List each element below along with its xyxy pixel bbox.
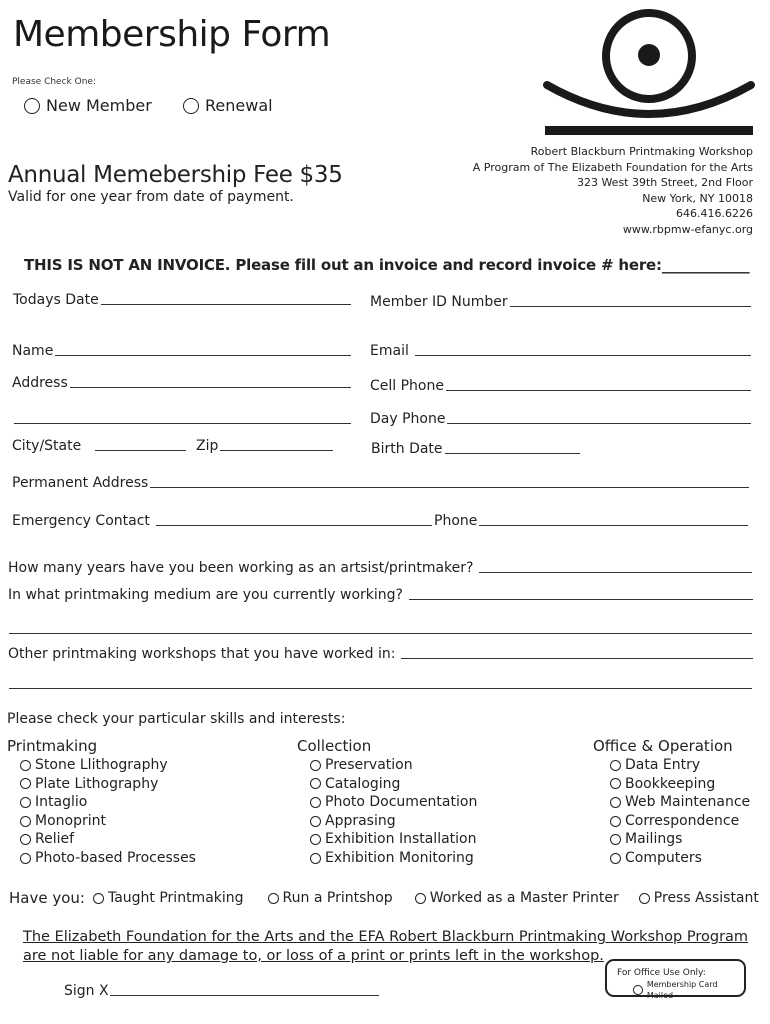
- skill-label: Cataloging: [325, 775, 401, 792]
- zip-field[interactable]: [196, 438, 333, 454]
- renewal-radio[interactable]: [183, 98, 199, 114]
- skill-option[interactable]: [310, 849, 477, 868]
- birth-date-field[interactable]: [371, 441, 580, 457]
- address-label: Address: [12, 375, 68, 391]
- renewal-option[interactable]: [183, 96, 273, 115]
- checkbox-circle-icon[interactable]: [310, 816, 321, 827]
- master-printer-option[interactable]: [415, 889, 619, 908]
- checkbox-circle-icon[interactable]: [610, 816, 621, 827]
- new-member-label: New Member: [46, 96, 152, 115]
- skill-option[interactable]: [610, 849, 750, 868]
- checkbox-circle-icon[interactable]: [20, 816, 31, 827]
- skill-option[interactable]: [310, 812, 477, 831]
- skill-label: Web Maintenance: [625, 794, 751, 811]
- skill-label: Photo Documentation: [325, 794, 478, 811]
- day-phone-field[interactable]: [370, 411, 751, 427]
- workshop-logo: [543, 5, 759, 137]
- form-title: Membership Form: [13, 14, 331, 55]
- skill-option[interactable]: [610, 775, 750, 794]
- annual-fee: Annual Memebership Fee $35: [8, 162, 343, 188]
- validity-note: Valid for one year from date of payment.: [8, 189, 294, 205]
- checkbox-circle-icon[interactable]: [610, 853, 621, 864]
- office-operation-column: [593, 737, 750, 868]
- org-name: Robert Blackburn Printmaking Workshop: [530, 145, 753, 158]
- skill-label: Plate Lithography: [35, 775, 159, 792]
- name-label: Name: [12, 343, 54, 359]
- office-use-box: [605, 959, 746, 1000]
- skill-option[interactable]: [310, 756, 477, 775]
- checkbox-circle-icon[interactable]: [610, 778, 621, 789]
- workshops-question[interactable]: [8, 646, 753, 662]
- office-operation-heading: Office & Operation: [593, 737, 733, 755]
- membership-card-label: Membership Card Mailed: [646, 980, 718, 1000]
- medium-line-2[interactable]: [9, 633, 752, 634]
- permanent-address-label: Permanent Address: [12, 475, 149, 491]
- skill-option[interactable]: [20, 793, 196, 812]
- permanent-address-field[interactable]: [12, 475, 749, 491]
- skill-option[interactable]: [20, 849, 196, 868]
- checkbox-circle-icon[interactable]: [20, 778, 31, 789]
- checkbox-circle-icon[interactable]: [310, 834, 321, 845]
- skill-label: Intaglio: [35, 794, 88, 811]
- taught-printmaking-option[interactable]: [93, 889, 244, 908]
- checkbox-circle-icon[interactable]: [610, 797, 621, 808]
- city-state-label: City/State: [12, 438, 82, 454]
- skill-option[interactable]: [610, 830, 750, 849]
- skill-option[interactable]: [20, 812, 196, 831]
- checkbox-circle-icon[interactable]: [20, 797, 31, 808]
- new-member-option[interactable]: [24, 96, 152, 115]
- address-field[interactable]: [12, 375, 351, 391]
- checkbox-circle-icon[interactable]: [310, 760, 321, 771]
- cell-phone-label: Cell Phone: [370, 378, 444, 394]
- checkbox-circle-icon[interactable]: [20, 853, 31, 864]
- skill-label: Correspondence: [625, 812, 740, 829]
- skill-label: Computers: [625, 849, 702, 866]
- org-city: New York, NY 10018: [642, 191, 753, 205]
- checkbox-circle-icon[interactable]: [310, 797, 321, 808]
- option-label: Run a Printshop: [282, 890, 393, 906]
- checkbox-circle-icon[interactable]: [20, 760, 31, 771]
- birth-date-label: Birth Date: [371, 441, 443, 457]
- zip-label: Zip: [196, 438, 219, 454]
- collection-column: [297, 737, 477, 868]
- name-field[interactable]: [12, 343, 351, 359]
- skill-label: Exhibition Monitoring: [325, 849, 474, 866]
- skills-intro: Please check your particular skills and interests:: [7, 711, 346, 727]
- emergency-phone-field[interactable]: [434, 513, 748, 529]
- checkbox-circle-icon[interactable]: [93, 893, 104, 904]
- new-member-radio[interactable]: [24, 98, 40, 114]
- org-phone: 646.416.6226: [676, 207, 753, 220]
- workshops-label: Other printmaking workshops that you have worked in:: [8, 646, 396, 662]
- signature-label: Sign X: [64, 983, 109, 999]
- emergency-contact-field[interactable]: [12, 513, 432, 529]
- checkbox-circle-icon[interactable]: [633, 985, 643, 995]
- skill-label: Apprasing: [325, 812, 396, 829]
- run-printshop-option[interactable]: [268, 889, 393, 908]
- skill-label: Preservation: [325, 757, 413, 773]
- skill-label: Bookkeeping: [625, 775, 716, 792]
- skill-option[interactable]: [20, 830, 196, 849]
- skill-label: Monoprint: [35, 812, 106, 829]
- city-state-field[interactable]: [12, 438, 186, 454]
- press-assistant-option[interactable]: [639, 889, 759, 908]
- skill-option[interactable]: [610, 812, 750, 831]
- checkbox-circle-icon[interactable]: [610, 760, 621, 771]
- org-street: 323 West 39th Street, 2nd Floor: [576, 176, 753, 189]
- option-label: Worked as a Master Printer: [429, 890, 619, 906]
- skill-label: Data Entry: [625, 757, 701, 773]
- email-label: Email: [370, 343, 409, 359]
- checkbox-circle-icon[interactable]: [415, 893, 426, 904]
- skill-option[interactable]: [20, 775, 196, 794]
- years-question[interactable]: [8, 560, 752, 576]
- office-use-label: For Office Use Only:: [617, 968, 706, 978]
- skill-label: Relief: [35, 831, 75, 848]
- skill-label: Mailings: [625, 831, 683, 848]
- checkbox-circle-icon[interactable]: [610, 834, 621, 845]
- renewal-label: Renewal: [205, 96, 273, 115]
- checkbox-circle-icon[interactable]: [639, 893, 650, 904]
- member-id-label: Member ID Number: [370, 294, 508, 310]
- address-line-2[interactable]: [14, 423, 351, 424]
- check-one-label: Please Check One:: [12, 77, 96, 87]
- have-you-label: Have you:: [9, 889, 85, 908]
- membership-card-option[interactable]: [633, 979, 744, 1001]
- email-field[interactable]: [370, 343, 751, 359]
- skill-option[interactable]: [310, 830, 477, 849]
- years-label: How many years have you been working as an artsist/printmaker?: [8, 560, 474, 576]
- member-id-field[interactable]: [370, 294, 751, 310]
- org-program: A Program of The Elizabeth Foundation for the Arts: [472, 160, 753, 174]
- todays-date-field[interactable]: [13, 292, 351, 308]
- org-web: www.rbpmw-efanyc.org: [622, 222, 753, 236]
- invoice-notice: THIS IS NOT AN INVOICE. Please fill out an invoice and record invoice # here:____________: [24, 256, 750, 274]
- checkbox-circle-icon[interactable]: [268, 893, 279, 904]
- collection-heading: Collection: [297, 737, 372, 755]
- skill-label: Exhibition Installation: [325, 831, 477, 848]
- medium-question[interactable]: [8, 587, 753, 603]
- emergency-phone-label: Phone: [434, 513, 478, 529]
- org-address: [473, 144, 753, 237]
- option-label: Press Assistant: [653, 890, 759, 906]
- cell-phone-field[interactable]: [370, 378, 751, 394]
- printmaking-heading: Printmaking: [7, 737, 98, 755]
- todays-date-label: Todays Date: [13, 292, 99, 308]
- workshops-line-2[interactable]: [9, 688, 752, 689]
- have-you-row: [9, 889, 759, 908]
- option-label: Taught Printmaking: [107, 890, 244, 906]
- signature-field[interactable]: [64, 983, 379, 999]
- checkbox-circle-icon[interactable]: [310, 778, 321, 789]
- medium-label: In what printmaking medium are you currently working?: [8, 587, 403, 603]
- skill-option[interactable]: [310, 793, 477, 812]
- emergency-contact-label: Emergency Contact: [12, 513, 150, 529]
- printmaking-column: [7, 737, 196, 868]
- checkbox-circle-icon[interactable]: [310, 853, 321, 864]
- skill-option[interactable]: [610, 756, 750, 775]
- checkbox-circle-icon[interactable]: [20, 834, 31, 845]
- skill-option[interactable]: [610, 793, 750, 812]
- skill-option[interactable]: [20, 756, 196, 775]
- skill-option[interactable]: [310, 775, 477, 794]
- day-phone-label: Day Phone: [370, 411, 446, 427]
- skill-label: Stone Llithography: [35, 757, 168, 773]
- skill-label: Photo-based Processes: [35, 849, 196, 866]
- liability-disclaimer: The Elizabeth Foundation for the Arts and the EFA Robert Blackburn Printmaking Workshop Program are not liable for any damage to, or loss of a print or prints left in the workshop.: [23, 929, 749, 964]
